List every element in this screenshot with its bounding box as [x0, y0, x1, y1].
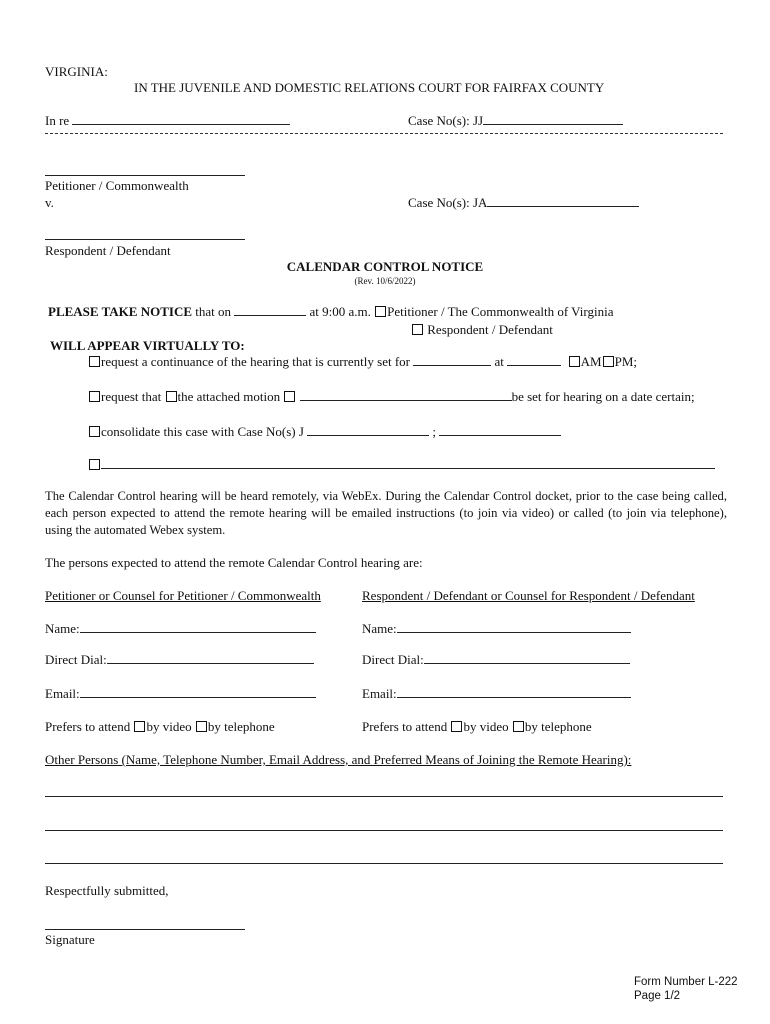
- petitioner-video-checkbox[interactable]: [134, 721, 145, 732]
- respondent-telephone-label: by telephone: [524, 719, 592, 734]
- state-label: VIRGINIA:: [45, 64, 108, 79]
- respondent-dial-field[interactable]: [424, 652, 630, 664]
- signature-label: Signature: [45, 932, 95, 947]
- other-motion-checkbox[interactable]: [284, 391, 295, 402]
- attached-motion-checkbox[interactable]: [166, 391, 177, 402]
- consolidate-separator: ;: [432, 424, 437, 439]
- respondent-prefers-label: Prefers to attend: [362, 719, 448, 734]
- respondent-name-row: [362, 621, 631, 637]
- continuance-at-label: at: [494, 354, 504, 369]
- petitioner-dial-row: [45, 652, 314, 668]
- petitioner-checkbox[interactable]: [375, 306, 386, 317]
- petitioner-option-label: Petitioner / The Commonwealth of Virginia: [387, 304, 614, 319]
- please-take-notice: PLEASE TAKE NOTICE: [48, 304, 193, 319]
- respondent-heading: Respondent / Defendant or Counsel for Respondent / Defendant: [362, 588, 695, 603]
- continuance-time-field[interactable]: [507, 354, 561, 366]
- petitioner-prefers-label: Prefers to attend: [45, 719, 131, 734]
- consolidate-label: consolidate this case with Case No(s) J: [101, 424, 304, 439]
- petitioner-video-label: by video: [146, 719, 192, 734]
- motion-field[interactable]: [300, 389, 512, 401]
- petitioner-telephone-label: by telephone: [207, 719, 275, 734]
- continuance-row: [88, 354, 637, 370]
- other-persons-line-1-row: [45, 785, 723, 801]
- revision-label: (Rev. 10/6/2022): [354, 276, 416, 286]
- that-on-label: that on: [195, 304, 232, 319]
- am-label: AM: [580, 354, 602, 369]
- petitioner-heading: Petitioner or Counsel for Petitioner / Commonwealth: [45, 588, 321, 603]
- petitioner-name-label: Name:: [45, 621, 80, 636]
- webex-paragraph: The Calendar Control hearing will be heard remotely, via WebEx. During the Calendar Control docket, prior to the case being called, each person expected to attend the remote hearing will be emailed instructions (to join via video) or called (to join via telephone), using the automated Webex system.: [45, 489, 727, 537]
- continuance-checkbox[interactable]: [89, 356, 100, 367]
- consolidate-case-field-1[interactable]: [307, 424, 429, 436]
- other-persons-line-3-row: [45, 852, 723, 868]
- respondent-video-checkbox[interactable]: [451, 721, 462, 732]
- other-persons-field-3[interactable]: [45, 852, 723, 864]
- petitioner-email-field[interactable]: [80, 686, 316, 698]
- petitioner-email-label: Email:: [45, 686, 80, 701]
- petitioner-email-row: [45, 686, 316, 702]
- am-checkbox[interactable]: [569, 356, 580, 367]
- respondent-name-field[interactable]: [397, 621, 631, 633]
- signature-field[interactable]: [45, 918, 245, 930]
- continuance-date-field[interactable]: [413, 354, 491, 366]
- respondent-email-row: [362, 686, 631, 702]
- respectfully-submitted: Respectfully submitted,: [45, 883, 169, 898]
- pm-checkbox[interactable]: [603, 356, 614, 367]
- petitioner-dial-label: Direct Dial:: [45, 652, 107, 667]
- request-that-checkbox[interactable]: [89, 391, 100, 402]
- petitioner-field[interactable]: [45, 164, 245, 176]
- respondent-dial-row: [362, 652, 630, 668]
- case-jj-field[interactable]: [483, 113, 623, 125]
- respondent-label: Respondent / Defendant: [45, 243, 171, 258]
- other-persons-field-1[interactable]: [45, 785, 723, 797]
- other-persons-field-2[interactable]: [45, 819, 723, 831]
- petitioner-telephone-checkbox[interactable]: [196, 721, 207, 732]
- attached-motion-label: the attached motion: [177, 389, 281, 404]
- date-certain-label: be set for hearing on a date certain;: [511, 389, 695, 404]
- case-ja-field[interactable]: [487, 195, 639, 207]
- petitioner-prefers-row: [45, 719, 275, 735]
- petitioner-label: Petitioner / Commonwealth: [45, 178, 189, 193]
- respondent-field[interactable]: [45, 228, 245, 240]
- other-persons-heading: Other Persons (Name, Telephone Number, Email Address, and Preferred Means of Joining the Remote Hearing):: [45, 752, 632, 767]
- motion-row: [88, 389, 695, 405]
- other-persons-line-2-row: [45, 819, 723, 835]
- notice-row: [48, 304, 614, 320]
- consolidate-row: [88, 424, 561, 440]
- respondent-dial-label: Direct Dial:: [362, 652, 424, 667]
- case-ja-row: [408, 195, 639, 211]
- respondent-telephone-checkbox[interactable]: [513, 721, 524, 732]
- respondent-name-label: Name:: [362, 621, 397, 636]
- page-number: Page 1/2: [634, 990, 681, 1002]
- petitioner-dial-field[interactable]: [107, 652, 314, 664]
- versus-label: v.: [45, 195, 54, 210]
- will-appear-label: WILL APPEAR VIRTUALLY TO:: [50, 338, 245, 353]
- respondent-email-field[interactable]: [397, 686, 631, 698]
- in-re-label: In re: [45, 113, 70, 128]
- continuance-label: request a continuance of the hearing that is currently set for: [101, 354, 410, 369]
- notice-title: CALENDAR CONTROL NOTICE: [286, 259, 484, 274]
- respondent-option-label: Respondent / Defendant: [427, 322, 553, 337]
- notice-date-field[interactable]: [234, 304, 306, 316]
- other-request-field[interactable]: [101, 457, 715, 469]
- petitioner-name-field[interactable]: [80, 621, 316, 633]
- respondent-video-label: by video: [463, 719, 509, 734]
- respondent-prefers-row: [362, 719, 592, 735]
- consolidate-case-field-2[interactable]: [439, 424, 561, 436]
- in-re-row: [45, 113, 290, 129]
- respondent-option-row: [411, 322, 553, 338]
- respondent-checkbox[interactable]: [412, 324, 423, 335]
- other-request-checkbox[interactable]: [89, 459, 100, 470]
- form-number: Form Number L-222: [634, 976, 738, 988]
- in-re-field[interactable]: [72, 113, 290, 125]
- respondent-line-row: [45, 228, 245, 244]
- respondent-email-label: Email:: [362, 686, 397, 701]
- court-title: IN THE JUVENILE AND DOMESTIC RELATIONS COURT FOR FAIRFAX COUNTY: [134, 80, 605, 95]
- header-divider: [45, 133, 723, 134]
- request-that-label: request that: [101, 389, 162, 404]
- pm-label: PM;: [614, 354, 637, 369]
- case-jj-row: [408, 113, 623, 129]
- consolidate-checkbox[interactable]: [89, 426, 100, 437]
- petitioner-name-row: [45, 621, 316, 637]
- case-jj-label: Case No(s): JJ: [408, 113, 484, 128]
- case-ja-label: Case No(s): JA: [408, 195, 488, 210]
- other-request-row: [88, 457, 715, 473]
- attendees-intro: The persons expected to attend the remote Calendar Control hearing are:: [45, 555, 423, 570]
- time-label: at 9:00 a.m.: [309, 304, 371, 319]
